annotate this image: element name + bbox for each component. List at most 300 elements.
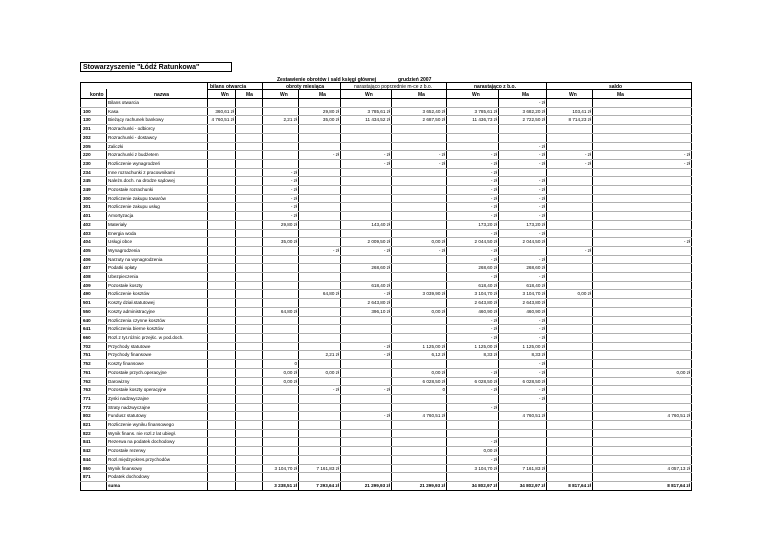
cell-obroty-ma <box>299 229 341 238</box>
cell-nazwa: Podatek dochodowy <box>107 473 208 482</box>
header-obroty-wn: Wn <box>280 92 288 98</box>
cell-nazwa: Wynik finans. nie rozl.z lat ubiegł. <box>107 429 208 438</box>
cell-narast-prev-wn <box>341 464 392 473</box>
cell-narast-ma: - zł <box>499 333 547 342</box>
cell-obroty-ma: - zł <box>299 151 341 160</box>
cell-bilans-wn <box>208 281 236 290</box>
cell-narast-wn: 8,33 zł <box>447 351 499 360</box>
cell-konto: 300 <box>81 194 107 203</box>
cell-narast-wn <box>447 394 499 403</box>
cell-obroty-wn <box>263 447 299 456</box>
cell-narast-prev-ma <box>392 281 447 290</box>
cell-narast-prev-wn <box>341 455 392 464</box>
cell-narast-prev-wn: - zł <box>341 246 392 255</box>
cell-obroty-ma <box>299 394 341 403</box>
cell-narast-ma: 4 760,51 zł <box>499 412 547 421</box>
cell-narast-wn: 2 643,80 zł <box>447 299 499 308</box>
cell-narast-wn: - zł <box>447 186 499 195</box>
cell-saldo-wn <box>547 238 593 247</box>
cell-saldo-wn <box>547 186 593 195</box>
cell-obroty-wn <box>263 125 299 134</box>
cell-obroty-ma: 2,21 zł <box>299 351 341 360</box>
cell-obroty-ma <box>299 203 341 212</box>
cell-obroty-ma <box>299 360 341 369</box>
cell-saldo-wn: - zł <box>547 151 593 160</box>
cell-saldo-ma <box>593 255 692 264</box>
cell-konto: 406 <box>81 255 107 264</box>
cell-saldo-wn <box>547 212 593 221</box>
cell-obroty-ma <box>299 377 341 386</box>
cell-narast-prev-ma <box>392 220 447 229</box>
cell-bilans-ma <box>236 177 263 186</box>
cell-saldo-ma <box>593 290 692 299</box>
cell-saldo-ma: - zł <box>593 238 692 247</box>
cell-obroty-ma <box>299 325 341 334</box>
cell-bilans-ma <box>236 203 263 212</box>
cell-bilans-wn <box>208 429 236 438</box>
cell-narast-ma <box>499 168 547 177</box>
table-row <box>81 203 692 212</box>
cell-obroty-ma <box>299 264 341 273</box>
cell-konto: 640 <box>81 316 107 325</box>
ledger-table <box>80 99 692 491</box>
cell-obroty-ma: 64,80 zł <box>299 290 341 299</box>
cell-nazwa: Zyski nadzwyczajne <box>107 394 208 403</box>
cell-saldo-wn <box>547 281 593 290</box>
cell-narast-prev-wn: 2 009,50 zł <box>341 238 392 247</box>
cell-bilans-wn <box>208 177 236 186</box>
cell-narast-prev-wn: - zł <box>341 351 392 360</box>
cell-narast-prev-ma <box>392 168 447 177</box>
cell-obroty-ma <box>299 273 341 282</box>
cell-obroty-wn <box>263 438 299 447</box>
cell-bilans-ma <box>236 151 263 160</box>
cell-narast-prev-wn: 11 434,52 zł <box>341 116 392 125</box>
cell-narast-wn <box>447 142 499 151</box>
cell-narast-wn: - zł <box>447 438 499 447</box>
cell-narast-prev-wn <box>341 360 392 369</box>
cell-saldo-wn <box>547 273 593 282</box>
cell-obroty-wn: 3 238,51 zł <box>263 481 299 490</box>
cell-narast-wn: 34 802,97 zł <box>447 481 499 490</box>
cell-narast-ma: 1 125,00 zł <box>499 342 547 351</box>
cell-nazwa: Rezerwa na podatek dochodowy <box>107 438 208 447</box>
cell-saldo-wn <box>547 447 593 456</box>
cell-narast-prev-ma <box>392 438 447 447</box>
cell-bilans-wn <box>208 246 236 255</box>
cell-narast-prev-wn: - zł <box>341 342 392 351</box>
cell-narast-prev-ma: 0,00 zł <box>392 368 447 377</box>
cell-bilans-ma <box>236 403 263 412</box>
cell-konto: 702 <box>81 342 107 351</box>
table-row <box>81 273 692 282</box>
cell-narast-ma: 2 722,50 zł <box>499 116 547 125</box>
cell-saldo-ma: 4 760,51 zł <box>593 412 692 421</box>
cell-bilans-ma <box>236 438 263 447</box>
cell-obroty-ma <box>299 412 341 421</box>
cell-bilans-wn <box>208 403 236 412</box>
table-row <box>81 142 692 151</box>
cell-narast-ma: - zł <box>499 386 547 395</box>
cell-narast-prev-ma: 6,12 zł <box>392 351 447 360</box>
cell-nazwa: Pozostałe rezerwy <box>107 447 208 456</box>
cell-narast-wn: 3 785,61 zł <box>447 107 499 116</box>
cell-konto: 405 <box>81 246 107 255</box>
cell-nazwa: Koszty administracyjne <box>107 307 208 316</box>
cell-obroty-ma: 0,00 zł <box>299 368 341 377</box>
cell-narast-ma: - zł <box>499 360 547 369</box>
cell-konto: 404 <box>81 238 107 247</box>
cell-konto: 822 <box>81 429 107 438</box>
table-row <box>81 429 692 438</box>
cell-narast-prev-ma <box>392 177 447 186</box>
cell-bilans-ma <box>236 447 263 456</box>
cell-narast-prev-wn <box>341 438 392 447</box>
cell-bilans-ma <box>236 368 263 377</box>
cell-narast-ma: - zł <box>499 186 547 195</box>
cell-saldo-ma <box>593 281 692 290</box>
cell-narast-wn: 2 044,50 zł <box>447 238 499 247</box>
cell-saldo-ma: 8 817,64 zł <box>593 481 692 490</box>
cell-narast-prev-wn <box>341 177 392 186</box>
table-row <box>81 159 692 168</box>
report-period: grudzień 2007 <box>398 77 432 83</box>
cell-konto: 245 <box>81 177 107 186</box>
cell-obroty-ma <box>299 238 341 247</box>
cell-konto: 660 <box>81 333 107 342</box>
cell-bilans-wn <box>208 203 236 212</box>
cell-narast-prev-ma <box>392 429 447 438</box>
cell-bilans-ma <box>236 246 263 255</box>
cell-bilans-wn <box>208 168 236 177</box>
cell-obroty-wn: 0,00 zł <box>263 368 299 377</box>
header-saldo: saldo <box>609 84 623 90</box>
table-row <box>81 403 692 412</box>
cell-nazwa: Narzuty na wynagrodzenia <box>107 255 208 264</box>
cell-narast-ma: 618,40 zł <box>499 281 547 290</box>
header-bilans-otwarcia: bilans otwarcia <box>210 84 247 90</box>
cell-bilans-ma <box>236 238 263 247</box>
cell-nazwa: Bieżący rachunek bankowy <box>107 116 208 125</box>
cell-narast-prev-ma <box>392 333 447 342</box>
cell-bilans-wn <box>208 142 236 151</box>
cell-saldo-ma <box>593 394 692 403</box>
cell-narast-ma <box>499 246 547 255</box>
cell-narast-wn: - zł <box>447 203 499 212</box>
cell-konto: 844 <box>81 455 107 464</box>
cell-bilans-ma <box>236 421 263 430</box>
cell-saldo-wn <box>547 429 593 438</box>
cell-nazwa: Pozostałe rozrachunki <box>107 186 208 195</box>
cell-saldo-wn <box>547 255 593 264</box>
cell-narast-ma: - zł <box>499 368 547 377</box>
cell-konto: 234 <box>81 168 107 177</box>
cell-saldo-ma <box>593 168 692 177</box>
table-row <box>81 394 692 403</box>
cell-bilans-wn <box>208 159 236 168</box>
cell-narast-ma <box>499 473 547 482</box>
cell-obroty-ma: 29,80 zł <box>299 107 341 116</box>
cell-narast-wn: - zł <box>447 246 499 255</box>
cell-konto: 490 <box>81 290 107 299</box>
cell-bilans-wn <box>208 464 236 473</box>
cell-nazwa: Pozostałe koszty operacyjne <box>107 386 208 395</box>
cell-narast-prev-wn: 396,10 zł <box>341 307 392 316</box>
cell-narast-ma <box>499 421 547 430</box>
cell-narast-wn <box>447 133 499 142</box>
table-row <box>81 412 692 421</box>
cell-nazwa: Bilans otwarcia <box>107 99 208 107</box>
cell-bilans-ma <box>236 299 263 308</box>
table-row <box>81 377 692 386</box>
cell-nazwa: Inne rozrachunki z pracownikami <box>107 168 208 177</box>
cell-narast-wn <box>447 99 499 107</box>
cell-narast-ma <box>499 447 547 456</box>
cell-nazwa: Pozostałe koszty <box>107 281 208 290</box>
cell-narast-prev-wn <box>341 168 392 177</box>
cell-nazwa: Rozliczenie wyniku finansowego <box>107 421 208 430</box>
cell-obroty-ma <box>299 333 341 342</box>
cell-narast-ma <box>499 455 547 464</box>
cell-obroty-wn <box>263 429 299 438</box>
cell-konto <box>81 99 107 107</box>
cell-saldo-ma <box>593 455 692 464</box>
cell-obroty-ma <box>299 342 341 351</box>
cell-konto: 842 <box>81 447 107 456</box>
cell-obroty-wn <box>263 255 299 264</box>
cell-narast-wn: - zł <box>447 194 499 203</box>
cell-konto: 220 <box>81 151 107 160</box>
cell-bilans-ma <box>236 99 263 107</box>
cell-obroty-wn <box>263 455 299 464</box>
cell-narast-prev-ma <box>392 99 447 107</box>
cell-bilans-ma <box>236 290 263 299</box>
table-row <box>81 177 692 186</box>
cell-saldo-wn <box>547 333 593 342</box>
cell-narast-prev-wn <box>341 203 392 212</box>
cell-bilans-wn <box>208 325 236 334</box>
cell-narast-prev-wn <box>341 194 392 203</box>
cell-nazwa: Rozliczenie wynagrodzeń <box>107 159 208 168</box>
cell-narast-ma: - zł <box>499 177 547 186</box>
cell-bilans-wn <box>208 255 236 264</box>
cell-saldo-ma <box>593 125 692 134</box>
cell-narast-wn: 173,20 zł <box>447 220 499 229</box>
cell-saldo-wn <box>547 412 593 421</box>
cell-narast-prev-ma <box>392 212 447 221</box>
cell-narast-prev-ma: 0,00 zł <box>392 307 447 316</box>
cell-konto: 408 <box>81 273 107 282</box>
cell-narast-prev-wn <box>341 333 392 342</box>
table-row <box>81 186 692 195</box>
table-row <box>81 386 692 395</box>
cell-bilans-ma <box>236 168 263 177</box>
cell-narast-prev-ma <box>392 447 447 456</box>
cell-obroty-wn: 0 <box>263 360 299 369</box>
cell-bilans-ma <box>236 159 263 168</box>
cell-konto: 772 <box>81 403 107 412</box>
cell-nazwa: Rozliczenia czynne kosztów <box>107 316 208 325</box>
cell-obroty-ma <box>299 99 341 107</box>
cell-obroty-wn <box>263 351 299 360</box>
cell-narast-ma: - zł <box>499 151 547 160</box>
cell-konto: 860 <box>81 464 107 473</box>
cell-konto: 841 <box>81 438 107 447</box>
cell-obroty-wn <box>263 107 299 116</box>
cell-saldo-ma <box>593 273 692 282</box>
table-row <box>81 151 692 160</box>
table-row <box>81 281 692 290</box>
cell-narast-ma: - zł <box>499 142 547 151</box>
cell-bilans-ma <box>236 212 263 221</box>
cell-bilans-wn <box>208 220 236 229</box>
cell-narast-ma: - zł <box>499 203 547 212</box>
cell-obroty-ma <box>299 133 341 142</box>
cell-bilans-ma <box>236 281 263 290</box>
cell-narast-prev-wn <box>341 125 392 134</box>
cell-bilans-wn <box>208 290 236 299</box>
cell-narast-prev-wn <box>341 133 392 142</box>
cell-bilans-ma <box>236 273 263 282</box>
cell-obroty-ma <box>299 316 341 325</box>
cell-obroty-wn: - zł <box>263 186 299 195</box>
cell-konto: 249 <box>81 186 107 195</box>
cell-narast-wn <box>447 421 499 430</box>
cell-obroty-wn <box>263 264 299 273</box>
cell-narast-prev-wn <box>341 473 392 482</box>
table-row <box>81 255 692 264</box>
cell-narast-wn: - zł <box>447 386 499 395</box>
cell-narast-prev-ma <box>392 194 447 203</box>
cell-narast-wn: 3 104,70 zł <box>447 290 499 299</box>
table-row <box>81 220 692 229</box>
cell-obroty-ma <box>299 194 341 203</box>
cell-narast-prev-ma: - zł <box>392 151 447 160</box>
cell-narast-ma <box>499 125 547 134</box>
cell-narast-wn <box>447 360 499 369</box>
cell-saldo-wn <box>547 203 593 212</box>
cell-saldo-wn <box>547 264 593 273</box>
cell-bilans-wn <box>208 394 236 403</box>
cell-bilans-wn <box>208 481 236 490</box>
cell-narast-wn: - zł <box>447 255 499 264</box>
cell-bilans-wn <box>208 133 236 142</box>
cell-bilans-wn: 360,61 zł <box>208 107 236 116</box>
cell-narast-prev-ma <box>392 316 447 325</box>
cell-nazwa: Fundusz statutowy <box>107 412 208 421</box>
cell-obroty-ma: - zł <box>299 386 341 395</box>
cell-narast-prev-wn: 268,60 zł <box>341 264 392 273</box>
cell-obroty-wn: - zł <box>263 212 299 221</box>
cell-narast-ma <box>499 438 547 447</box>
cell-narast-prev-ma: 0,00 zł <box>392 238 447 247</box>
cell-obroty-wn <box>263 159 299 168</box>
table-row <box>81 342 692 351</box>
cell-saldo-wn <box>547 194 593 203</box>
cell-saldo-wn <box>547 394 593 403</box>
cell-bilans-ma <box>236 429 263 438</box>
cell-bilans-wn <box>208 351 236 360</box>
cell-bilans-ma <box>236 316 263 325</box>
cell-narast-wn: - zł <box>447 168 499 177</box>
cell-konto: 401 <box>81 212 107 221</box>
cell-obroty-ma <box>299 159 341 168</box>
cell-narast-wn: 0,00 zł <box>447 447 499 456</box>
table-row <box>81 290 692 299</box>
cell-konto: 402 <box>81 220 107 229</box>
cell-narast-wn: - zł <box>447 229 499 238</box>
cell-saldo-wn <box>547 125 593 134</box>
cell-bilans-ma <box>236 220 263 229</box>
cell-bilans-ma <box>236 360 263 369</box>
cell-obroty-wn <box>263 229 299 238</box>
cell-saldo-ma <box>593 342 692 351</box>
cell-bilans-wn <box>208 455 236 464</box>
cell-bilans-wn <box>208 473 236 482</box>
cell-saldo-wn <box>547 464 593 473</box>
cell-narast-ma: 6 028,50 zł <box>499 377 547 386</box>
cell-narast-prev-wn <box>341 99 392 107</box>
cell-nazwa: Ubezpieczenia <box>107 273 208 282</box>
cell-narast-ma: - zł <box>499 255 547 264</box>
cell-bilans-ma <box>236 377 263 386</box>
cell-narast-prev-ma: 3 039,90 zł <box>392 290 447 299</box>
cell-narast-ma: - zł <box>499 159 547 168</box>
cell-nazwa: Materiały <box>107 220 208 229</box>
cell-nazwa: suma <box>107 481 208 490</box>
cell-narast-wn: - zł <box>447 177 499 186</box>
cell-narast-ma: 3 682,20 zł <box>499 107 547 116</box>
cell-narast-prev-wn <box>341 421 392 430</box>
cell-obroty-wn <box>263 394 299 403</box>
cell-obroty-ma: 7 293,64 zł <box>299 481 341 490</box>
cell-bilans-wn <box>208 333 236 342</box>
header-obroty-ma: Ma <box>319 92 326 98</box>
cell-bilans-ma <box>236 333 263 342</box>
table-row <box>81 360 692 369</box>
cell-obroty-wn: 29,80 zł <box>263 220 299 229</box>
cell-narast-prev-ma <box>392 203 447 212</box>
cell-narast-prev-wn <box>341 142 392 151</box>
cell-bilans-wn <box>208 377 236 386</box>
cell-bilans-wn <box>208 299 236 308</box>
cell-narast-wn: 460,90 zł <box>447 307 499 316</box>
cell-bilans-wn <box>208 342 236 351</box>
cell-saldo-wn <box>547 133 593 142</box>
cell-bilans-wn <box>208 273 236 282</box>
cell-nazwa: Rozrachunki z budżetem <box>107 151 208 160</box>
report-title: Zestawienie obrotów i sald księgi głównej <box>277 77 377 83</box>
cell-nazwa: Rozl.z tyt.różnic przejśc. w pod.doch. <box>107 333 208 342</box>
cell-konto <box>81 481 107 490</box>
sum-row <box>81 481 692 490</box>
cell-nazwa: Rozrachunki - odbiorcy <box>107 125 208 134</box>
cell-obroty-ma <box>299 473 341 482</box>
cell-narast-prev-wn: - zł <box>341 412 392 421</box>
header-narast-wn: Wn <box>472 92 480 98</box>
cell-konto: 501 <box>81 299 107 308</box>
cell-obroty-wn <box>263 99 299 107</box>
table-row <box>81 438 692 447</box>
cell-obroty-wn <box>263 273 299 282</box>
cell-nazwa: Rozliczenie kosztów <box>107 290 208 299</box>
cell-narast-ma: 8,33 zł <box>499 351 547 360</box>
cell-narast-prev-ma <box>392 264 447 273</box>
cell-bilans-wn <box>208 99 236 107</box>
cell-saldo-wn <box>547 99 593 107</box>
cell-narast-prev-ma: 21 299,93 zł <box>392 481 447 490</box>
cell-narast-prev-wn <box>341 394 392 403</box>
